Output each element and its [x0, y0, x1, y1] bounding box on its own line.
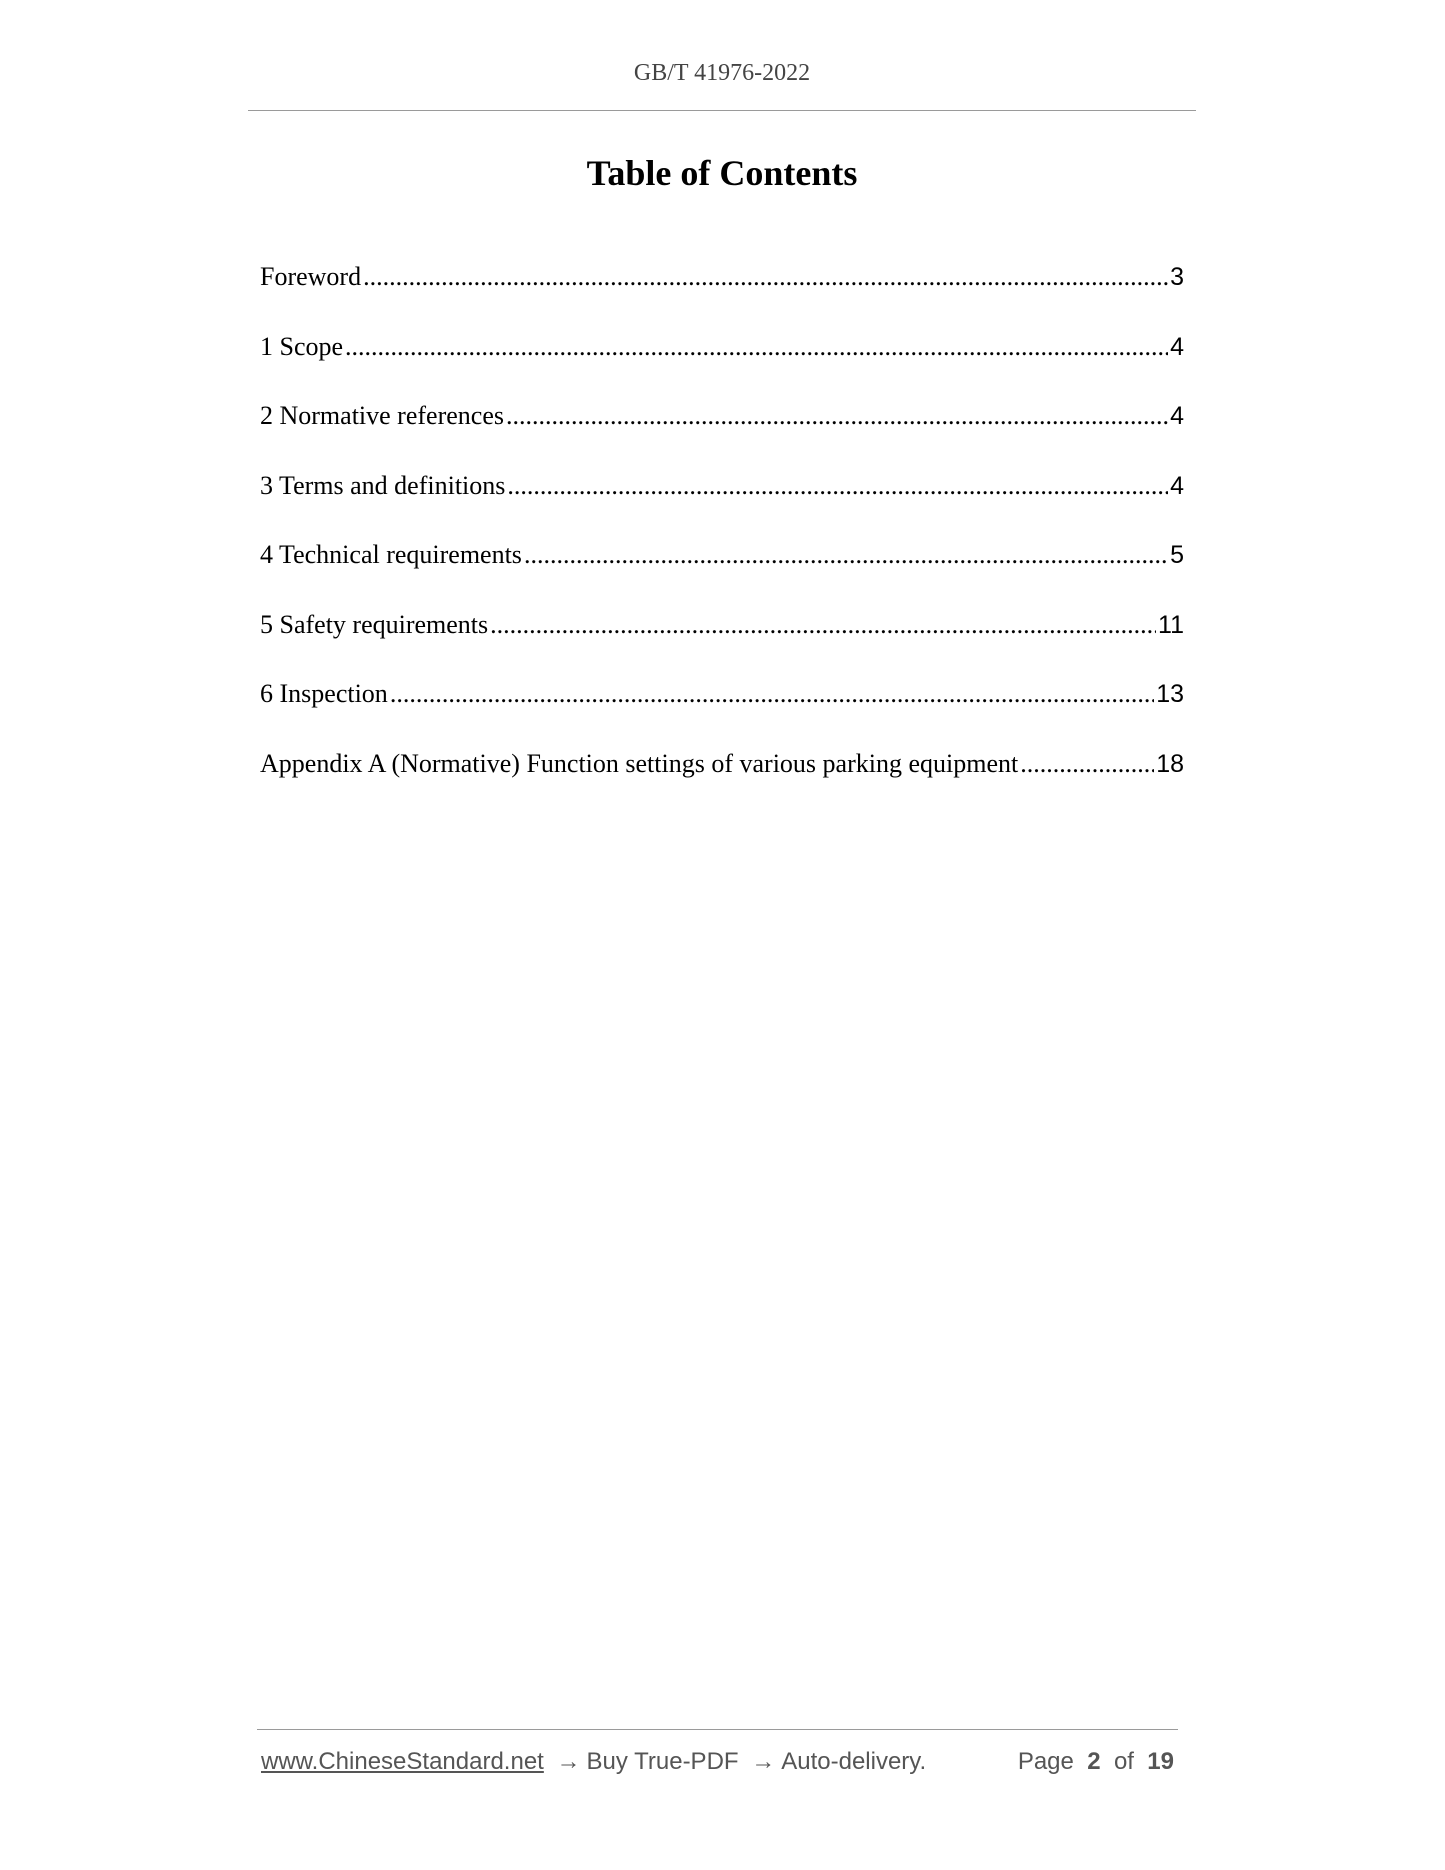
- toc-entry-foreword[interactable]: [260, 262, 1184, 332]
- footer-divider: [257, 1729, 1178, 1730]
- toc-entry-label: 1 Scope: [260, 331, 344, 361]
- toc-entry-label: 3 Terms and definitions: [260, 470, 506, 500]
- toc-entry-terms-and-definitions[interactable]: [260, 471, 1184, 541]
- toc-entry-label: 2 Normative references: [260, 401, 504, 430]
- toc-entry-page: 4: [1170, 332, 1184, 361]
- toc-entry-normative-references[interactable]: [260, 401, 1184, 471]
- toc-entry-label: Appendix A (Normative) Function settings of various parking equipment: [260, 748, 1019, 778]
- header-divider: [248, 110, 1196, 111]
- footer-step-delivery: Auto-delivery.: [781, 1748, 927, 1775]
- dot-leader: [345, 332, 1168, 362]
- toc-entry-page: 11: [1158, 610, 1184, 639]
- footer-step-buy: Buy True-PDF: [586, 1748, 739, 1775]
- arrow-right-icon: →: [556, 1748, 581, 1775]
- page-word: Page: [1017, 1748, 1074, 1775]
- page-footer: [261, 1748, 1178, 1776]
- toc-entry-label: 6 Inspection: [260, 679, 388, 708]
- toc-entry-label: Foreword: [260, 262, 362, 291]
- toc-entry-label: 5 Safety requirements: [260, 609, 489, 639]
- toc-entry-scope[interactable]: [260, 332, 1184, 402]
- toc-entry-page: 5: [1170, 541, 1184, 569]
- toc-entry-label: 4 Technical requirements: [260, 540, 522, 569]
- dot-leader: [507, 471, 1168, 501]
- toc-entry-appendix-a[interactable]: [260, 749, 1184, 819]
- table-of-contents: [260, 262, 1184, 818]
- dot-leader: [1020, 749, 1154, 779]
- dot-leader: [363, 262, 1168, 292]
- toc-entry-page: 3: [1170, 263, 1184, 291]
- dot-leader: [524, 540, 1168, 570]
- toc-entry-page: 4: [1170, 471, 1184, 500]
- site-link[interactable]: www.ChineseStandard.net: [261, 1748, 544, 1775]
- dot-leader: [506, 401, 1168, 431]
- dot-leader: [390, 679, 1154, 709]
- toc-entry-technical-requirements[interactable]: [260, 540, 1184, 610]
- current-page-number: 2: [1087, 1748, 1101, 1775]
- toc-entry-page: 4: [1170, 402, 1184, 430]
- toc-entry-inspection[interactable]: [260, 679, 1184, 749]
- document-header: GB/T 41976-2022: [633, 60, 811, 86]
- toc-entry-safety-requirements[interactable]: [260, 610, 1184, 680]
- arrow-right-icon: →: [751, 1748, 776, 1775]
- page-counter: [1018, 1748, 1174, 1776]
- of-word: of: [1113, 1748, 1134, 1775]
- toc-entry-page: 18: [1156, 749, 1184, 778]
- total-pages-number: 19: [1147, 1748, 1174, 1775]
- page-title: Table of Contents: [586, 153, 858, 193]
- toc-entry-page: 13: [1156, 680, 1184, 708]
- dot-leader: [490, 610, 1156, 640]
